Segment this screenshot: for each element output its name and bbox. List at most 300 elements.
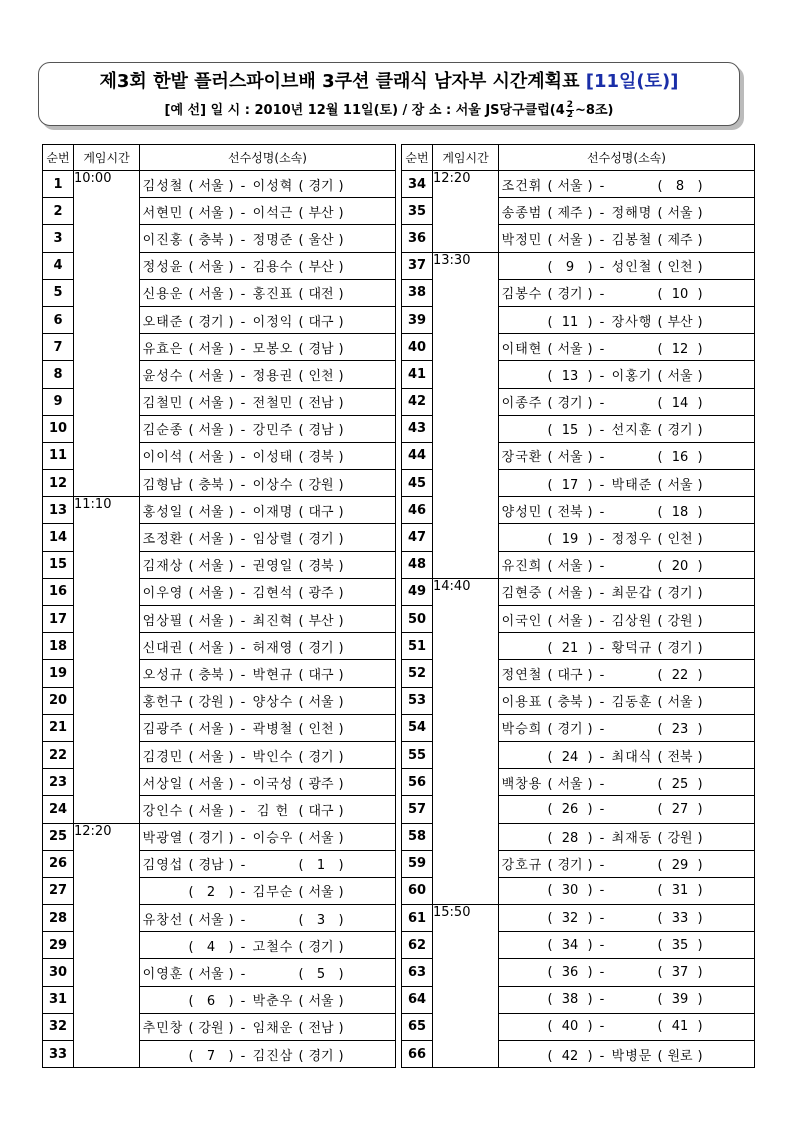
paren-close: ) — [338, 831, 344, 847]
row-number: 56 — [402, 769, 433, 796]
player2-region: 경기 — [308, 939, 334, 955]
player2-name: 김 헌 — [256, 803, 290, 819]
fraction-denominator: 2 — [566, 110, 574, 120]
paren-close: ) — [697, 801, 703, 817]
schedule-table-left — [42, 144, 396, 1068]
player1-region: 36 — [561, 965, 579, 981]
players-cell — [140, 442, 396, 469]
paren-open: ( — [188, 532, 194, 548]
versus-dash: - — [240, 695, 246, 711]
players-cell — [140, 171, 396, 198]
paren-close: ) — [338, 178, 344, 194]
players-cell — [499, 1013, 755, 1040]
versus-dash: - — [240, 613, 246, 629]
paren-close: ) — [228, 396, 234, 412]
player1-name: 서상일 — [142, 776, 184, 792]
paren-close: ) — [338, 776, 344, 792]
player1-region: 15 — [561, 423, 579, 439]
player1-region: 7 — [206, 1048, 216, 1064]
paren-open: ( — [298, 368, 304, 384]
table-header-row — [402, 145, 755, 171]
player2-region: 부산 — [308, 613, 334, 629]
player1-region: 경기 — [557, 722, 583, 738]
players-cell — [499, 932, 755, 959]
info-suffix: ~8조) — [575, 103, 614, 118]
player1-name: 이종주 — [501, 396, 543, 412]
player1-name: 윤성수 — [142, 368, 184, 384]
row-number: 19 — [43, 660, 74, 687]
versus-dash: - — [599, 667, 605, 683]
row-number: 14 — [43, 524, 74, 551]
row-number: 37 — [402, 252, 433, 279]
player1-region: 강원 — [198, 695, 224, 711]
paren-open: ( — [298, 994, 304, 1010]
versus-dash: - — [599, 722, 605, 738]
paren-open: ( — [188, 803, 194, 819]
player1-region: 경기 — [557, 287, 583, 303]
versus-dash: - — [599, 992, 605, 1008]
paren-open: ( — [188, 287, 194, 303]
versus-dash: - — [240, 559, 246, 575]
game-time: 11:10 — [74, 497, 140, 823]
player2-region: 경기 — [667, 640, 693, 656]
table-row — [402, 252, 755, 279]
paren-open: ( — [298, 667, 304, 683]
row-number: 54 — [402, 714, 433, 741]
player1-region: 21 — [561, 640, 579, 656]
paren-close: ) — [587, 423, 593, 439]
players-cell — [499, 1041, 755, 1068]
player2-region: 강원 — [667, 613, 693, 629]
player2-name: 김봉철 — [611, 232, 653, 248]
paren-open: ( — [547, 749, 553, 765]
players-cell — [499, 252, 755, 279]
player1-name: 정성윤 — [142, 260, 184, 276]
player2-name: 이국성 — [252, 776, 294, 792]
player2-region: 10 — [671, 287, 689, 303]
row-number: 6 — [43, 306, 74, 333]
row-number: 24 — [43, 796, 74, 823]
paren-close: ) — [587, 722, 593, 738]
paren-open: ( — [547, 1048, 553, 1064]
player1-region: 서울 — [198, 776, 224, 792]
row-number: 27 — [43, 877, 74, 904]
paren-close: ) — [697, 423, 703, 439]
paren-close: ) — [228, 368, 234, 384]
paren-open: ( — [657, 722, 663, 738]
row-number: 65 — [402, 1013, 433, 1040]
paren-open: ( — [547, 287, 553, 303]
player2-name: 김동훈 — [611, 695, 653, 711]
player2-name: 강민주 — [252, 423, 294, 439]
player2-region: 광주 — [308, 776, 334, 792]
player2-region: 경남 — [308, 423, 334, 439]
players-cell — [499, 769, 755, 796]
game-time: 15:50 — [433, 905, 499, 1068]
player2-name: 정용권 — [252, 368, 294, 384]
paren-open: ( — [188, 205, 194, 221]
paren-close: ) — [228, 722, 234, 738]
player1-region: 서울 — [557, 450, 583, 466]
versus-dash: - — [240, 722, 246, 738]
paren-close: ) — [338, 1021, 344, 1037]
paren-close: ) — [587, 1048, 593, 1064]
paren-open: ( — [188, 613, 194, 629]
players-cell — [140, 850, 396, 877]
players-cell — [499, 850, 755, 877]
versus-dash: - — [599, 341, 605, 357]
versus-dash: - — [599, 586, 605, 602]
player2-name: 허재영 — [252, 640, 294, 656]
table-row — [402, 905, 755, 932]
players-cell — [140, 334, 396, 361]
game-time: 13:30 — [433, 252, 499, 578]
row-number: 2 — [43, 198, 74, 225]
paren-close: ) — [338, 260, 344, 276]
player1-region: 제주 — [557, 205, 583, 221]
players-cell — [499, 279, 755, 306]
paren-close: ) — [338, 912, 344, 928]
players-cell — [140, 687, 396, 714]
paren-open: ( — [188, 559, 194, 575]
paren-close: ) — [338, 1048, 344, 1064]
paren-open: ( — [657, 831, 663, 847]
schedule-table-right — [401, 144, 755, 1068]
paren-close: ) — [228, 749, 234, 765]
paren-open: ( — [657, 586, 663, 602]
player2-region: 광주 — [308, 586, 334, 602]
player2-region: 3 — [316, 912, 326, 928]
player1-name: 홍성일 — [142, 504, 184, 520]
paren-close: ) — [697, 477, 703, 493]
paren-open: ( — [657, 749, 663, 765]
player2-name: 정명준 — [252, 232, 294, 248]
paren-close: ) — [587, 532, 593, 548]
player1-region: 34 — [561, 937, 579, 953]
player1-region: 서울 — [557, 776, 583, 792]
player2-name: 박춘우 — [252, 994, 294, 1010]
player2-region: 인천 — [308, 722, 334, 738]
versus-dash: - — [599, 423, 605, 439]
paren-open: ( — [298, 885, 304, 901]
player1-name: 김영섭 — [142, 858, 184, 874]
player2-region: 부산 — [308, 205, 334, 221]
paren-close: ) — [228, 1021, 234, 1037]
paren-close: ) — [228, 423, 234, 439]
paren-close: ) — [697, 341, 703, 357]
paren-close: ) — [587, 965, 593, 981]
player1-region: 서울 — [198, 504, 224, 520]
player1-name: 김형남 — [142, 477, 184, 493]
player2-region: 전남 — [308, 396, 334, 412]
player2-region: 경기 — [308, 640, 334, 656]
player2-region: 5 — [316, 967, 326, 983]
paren-close: ) — [228, 1048, 234, 1064]
paren-close: ) — [697, 883, 703, 899]
paren-close: ) — [587, 232, 593, 248]
player2-region: 경남 — [308, 341, 334, 357]
paren-open: ( — [298, 722, 304, 738]
players-cell — [140, 796, 396, 823]
player2-name: 박현규 — [252, 667, 294, 683]
paren-open: ( — [298, 314, 304, 330]
paren-open: ( — [657, 965, 663, 981]
paren-close: ) — [697, 910, 703, 926]
player2-region: 경기 — [308, 749, 334, 765]
paren-close: ) — [338, 667, 344, 683]
paren-open: ( — [298, 287, 304, 303]
versus-dash: - — [240, 994, 246, 1010]
players-cell — [499, 198, 755, 225]
versus-dash: - — [599, 178, 605, 194]
row-number: 5 — [43, 279, 74, 306]
paren-open: ( — [547, 883, 553, 899]
paren-close: ) — [697, 613, 703, 629]
player2-region: 39 — [671, 992, 689, 1008]
paren-close: ) — [228, 232, 234, 248]
table-row — [43, 823, 396, 850]
row-number: 22 — [43, 741, 74, 768]
paren-open: ( — [657, 396, 663, 412]
paren-open: ( — [547, 1019, 553, 1035]
player2-region: 23 — [671, 722, 689, 738]
paren-open: ( — [188, 858, 194, 874]
paren-open: ( — [657, 858, 663, 874]
paren-open: ( — [657, 532, 663, 548]
versus-dash: - — [599, 858, 605, 874]
row-number: 44 — [402, 442, 433, 469]
paren-open: ( — [657, 314, 663, 330]
versus-dash: - — [599, 965, 605, 981]
versus-dash: - — [240, 450, 246, 466]
players-cell — [499, 877, 755, 904]
paren-close: ) — [338, 640, 344, 656]
paren-open: ( — [657, 776, 663, 792]
player1-region: 서울 — [557, 232, 583, 248]
versus-dash: - — [240, 205, 246, 221]
player1-name: 유효은 — [142, 341, 184, 357]
player1-region: 13 — [561, 368, 579, 384]
player2-region: 대구 — [308, 667, 334, 683]
players-cell — [499, 171, 755, 198]
paren-open: ( — [298, 912, 304, 928]
row-number: 20 — [43, 687, 74, 714]
paren-open: ( — [298, 967, 304, 983]
paren-close: ) — [697, 749, 703, 765]
player2-region: 경기 — [308, 532, 334, 548]
player2-region: 대구 — [308, 803, 334, 819]
player2-region: 경기 — [308, 178, 334, 194]
players-cell — [140, 524, 396, 551]
paren-open: ( — [657, 667, 663, 683]
paren-close: ) — [338, 205, 344, 221]
paren-close: ) — [587, 504, 593, 520]
players-cell — [140, 252, 396, 279]
versus-dash: - — [240, 912, 246, 928]
row-number: 3 — [43, 225, 74, 252]
player1-name: 이우영 — [142, 586, 184, 602]
paren-open: ( — [188, 450, 194, 466]
versus-dash: - — [240, 640, 246, 656]
paren-close: ) — [338, 939, 344, 955]
paren-close: ) — [697, 504, 703, 520]
player1-region: 4 — [206, 939, 216, 955]
player1-name: 김순종 — [142, 423, 184, 439]
player1-name: 김광주 — [142, 722, 184, 738]
row-number: 58 — [402, 823, 433, 850]
versus-dash: - — [599, 640, 605, 656]
paren-open: ( — [657, 910, 663, 926]
paren-open: ( — [547, 640, 553, 656]
paren-close: ) — [697, 831, 703, 847]
paren-close: ) — [587, 477, 593, 493]
player2-name: 이홍기 — [611, 368, 653, 384]
paren-open: ( — [188, 1021, 194, 1037]
row-number: 12 — [43, 470, 74, 497]
paren-open: ( — [657, 450, 663, 466]
schedule-info — [39, 99, 739, 120]
versus-dash: - — [240, 178, 246, 194]
player1-region: 서울 — [198, 532, 224, 548]
info-fraction — [566, 101, 574, 120]
players-cell — [140, 905, 396, 932]
player1-region: 19 — [561, 532, 579, 548]
player2-region: 전남 — [308, 1021, 334, 1037]
player1-region: 전북 — [557, 504, 583, 520]
paren-open: ( — [657, 1019, 663, 1035]
paren-close: ) — [338, 504, 344, 520]
paren-open: ( — [188, 586, 194, 602]
player2-name: 장사행 — [611, 314, 653, 330]
paren-close: ) — [697, 722, 703, 738]
row-number: 60 — [402, 877, 433, 904]
paren-open: ( — [188, 260, 194, 276]
players-cell — [499, 714, 755, 741]
players-cell — [140, 1013, 396, 1040]
player2-name: 정해명 — [611, 205, 653, 221]
player1-region: 30 — [561, 883, 579, 899]
player2-region: 8 — [675, 178, 685, 194]
versus-dash: - — [240, 477, 246, 493]
player2-name: 최대식 — [611, 749, 653, 765]
paren-open: ( — [298, 640, 304, 656]
paren-close: ) — [697, 205, 703, 221]
players-cell — [499, 660, 755, 687]
player1-region: 11 — [561, 314, 579, 330]
paren-close: ) — [338, 613, 344, 629]
player2-region: 서울 — [308, 994, 334, 1010]
player1-name: 김성철 — [142, 178, 184, 194]
player1-region: 대구 — [557, 667, 583, 683]
versus-dash: - — [599, 450, 605, 466]
versus-dash: - — [599, 749, 605, 765]
paren-open: ( — [298, 504, 304, 520]
paren-close: ) — [228, 260, 234, 276]
paren-close: ) — [228, 994, 234, 1010]
paren-open: ( — [188, 423, 194, 439]
paren-open: ( — [657, 178, 663, 194]
player2-region: 14 — [671, 396, 689, 412]
row-number: 7 — [43, 334, 74, 361]
players-cell — [140, 877, 396, 904]
table-row — [43, 497, 396, 524]
paren-close: ) — [697, 667, 703, 683]
player2-region: 서울 — [667, 695, 693, 711]
players-cell — [140, 497, 396, 524]
paren-open: ( — [188, 504, 194, 520]
paren-open: ( — [547, 722, 553, 738]
player1-name: 이태현 — [501, 341, 543, 357]
paren-open: ( — [547, 532, 553, 548]
versus-dash: - — [599, 883, 605, 899]
versus-dash: - — [240, 504, 246, 520]
player2-region: 서울 — [667, 477, 693, 493]
col-header-no: 순번 — [402, 145, 433, 171]
versus-dash: - — [599, 613, 605, 629]
player2-name: 박인수 — [252, 749, 294, 765]
paren-close: ) — [338, 450, 344, 466]
paren-open: ( — [547, 992, 553, 1008]
versus-dash: - — [240, 1021, 246, 1037]
versus-dash: - — [599, 532, 605, 548]
player2-name: 이정익 — [252, 314, 294, 330]
game-time: 12:20 — [74, 823, 140, 1068]
player2-name: 김진삼 — [252, 1048, 294, 1064]
row-number: 17 — [43, 606, 74, 633]
row-number: 39 — [402, 306, 433, 333]
players-cell — [499, 986, 755, 1013]
paren-close: ) — [338, 803, 344, 819]
players-cell — [140, 823, 396, 850]
player2-region: 33 — [671, 910, 689, 926]
player1-region: 6 — [206, 994, 216, 1010]
paren-close: ) — [338, 341, 344, 357]
player2-region: 강원 — [667, 831, 693, 847]
player2-region: 31 — [671, 883, 689, 899]
player2-name: 박태준 — [611, 477, 653, 493]
player1-name: 정연철 — [501, 667, 543, 683]
paren-open: ( — [657, 341, 663, 357]
paren-open: ( — [657, 640, 663, 656]
paren-open: ( — [547, 695, 553, 711]
paren-open: ( — [657, 559, 663, 575]
player2-region: 울산 — [308, 232, 334, 248]
paren-open: ( — [188, 912, 194, 928]
paren-open: ( — [547, 205, 553, 221]
paren-open: ( — [657, 477, 663, 493]
players-cell — [140, 932, 396, 959]
paren-close: ) — [228, 586, 234, 602]
player2-region: 제주 — [667, 232, 693, 248]
player1-region: 26 — [561, 801, 579, 817]
versus-dash: - — [240, 967, 246, 983]
row-number: 34 — [402, 171, 433, 198]
versus-dash: - — [240, 232, 246, 248]
paren-close: ) — [587, 776, 593, 792]
paren-open: ( — [188, 722, 194, 738]
player1-region: 서울 — [198, 640, 224, 656]
player1-name: 강호규 — [501, 858, 543, 874]
col-header-players: 선수성명(소속) — [499, 145, 755, 171]
paren-close: ) — [338, 232, 344, 248]
paren-open: ( — [298, 803, 304, 819]
row-number: 45 — [402, 470, 433, 497]
player2-name: 임채운 — [252, 1021, 294, 1037]
paren-open: ( — [547, 178, 553, 194]
versus-dash: - — [599, 477, 605, 493]
player2-region: 16 — [671, 450, 689, 466]
player1-name: 엄상필 — [142, 613, 184, 629]
